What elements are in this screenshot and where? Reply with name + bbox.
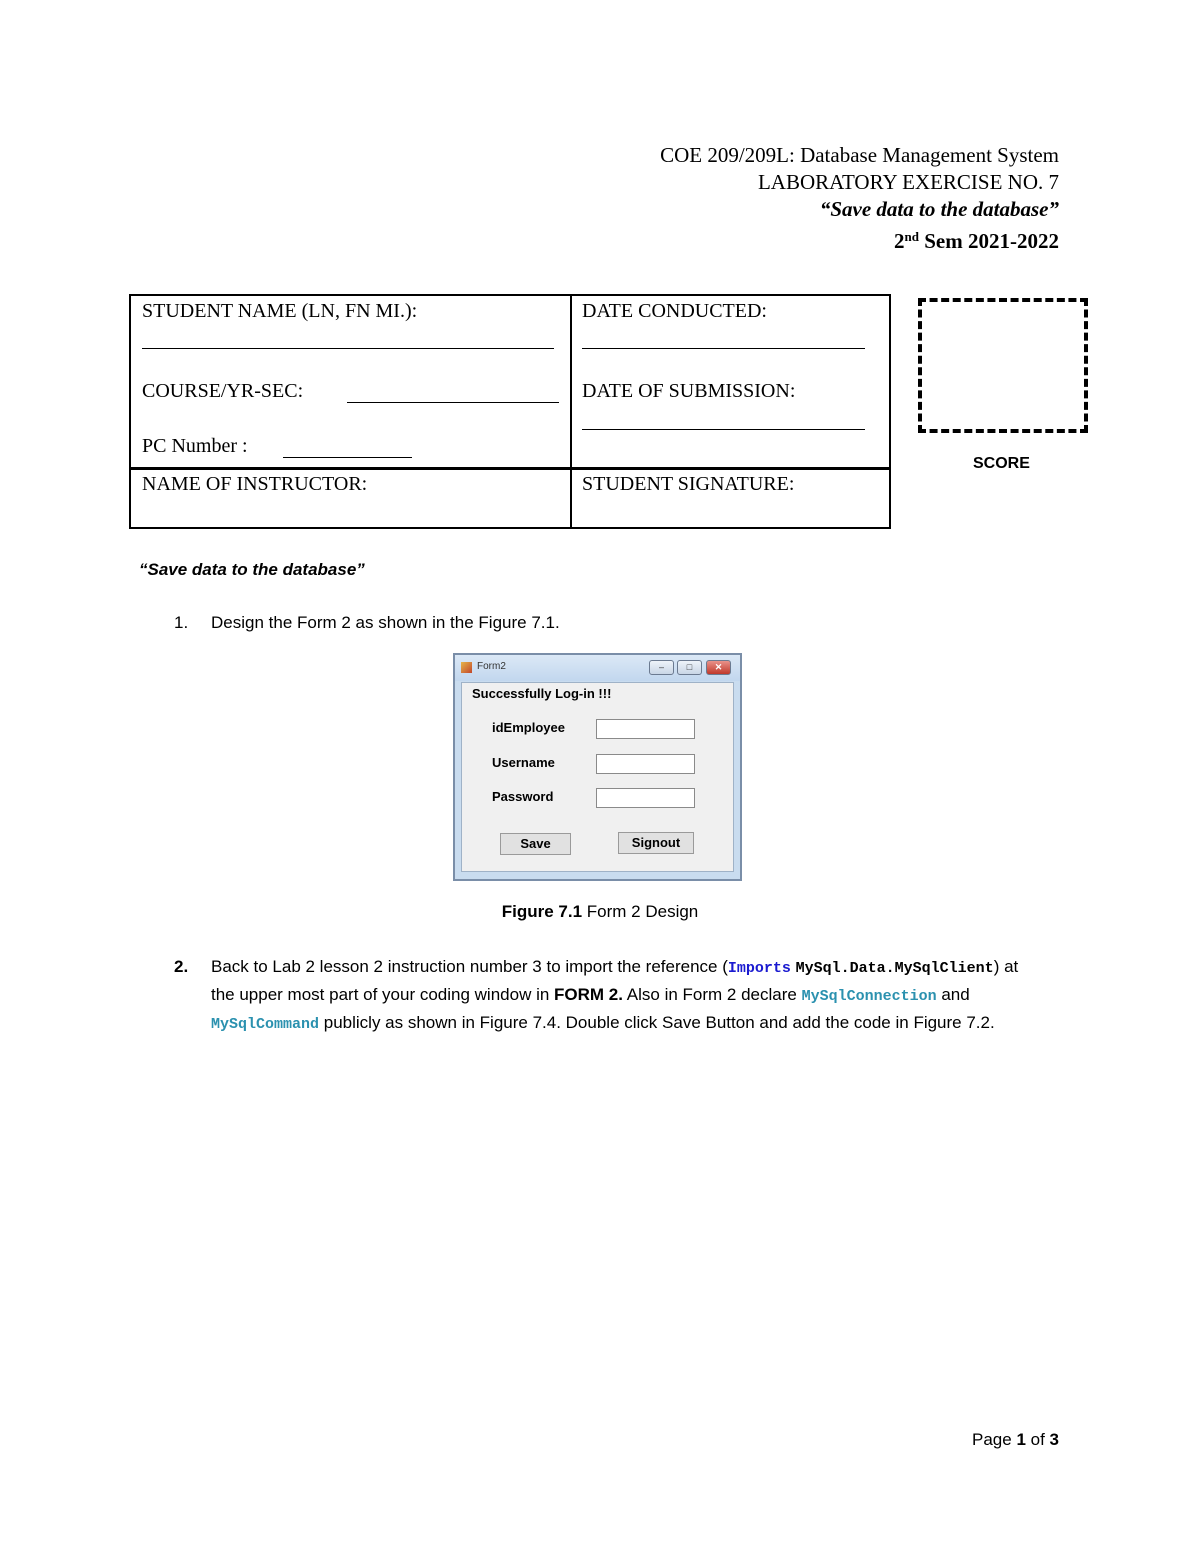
form2-window	[453, 653, 742, 881]
code-imports-keyword: Imports	[727, 960, 791, 977]
close-icon[interactable]: ✕	[706, 660, 731, 675]
student-info-table	[129, 294, 891, 529]
signout-button[interactable]: Signout	[618, 832, 694, 854]
pc-number-label: PC Number :	[142, 435, 248, 457]
code-namespace: MySql.Data.MySqlClient	[795, 960, 994, 977]
semester-suffix: nd	[904, 229, 919, 244]
score-label: SCORE	[973, 455, 1030, 472]
section-title: “Save data to the database”	[139, 560, 365, 579]
student-name-label: STUDENT NAME (LN, FN MI.):	[142, 300, 418, 322]
semester-year: Sem 2021-2022	[919, 229, 1059, 253]
step-2-text-3: Also in Form 2 declare	[622, 985, 802, 1004]
table-divider-horizontal	[131, 467, 889, 470]
minimize-icon[interactable]: –	[649, 660, 674, 675]
password-label: Password	[492, 789, 554, 804]
page-current: 1	[1016, 1430, 1026, 1449]
signature-label: STUDENT SIGNATURE:	[582, 473, 795, 495]
maximize-icon[interactable]: □	[677, 660, 702, 675]
exercise-subtitle: “Save data to the database”	[819, 197, 1059, 221]
save-button[interactable]: Save	[500, 833, 571, 855]
window-titlebar	[455, 655, 740, 681]
pc-number-blank[interactable]	[283, 457, 412, 458]
student-name-blank[interactable]	[142, 348, 554, 349]
form2-emphasis: FORM 2.	[554, 985, 623, 1004]
course-yr-sec-label: COURSE/YR-SEC:	[142, 380, 304, 402]
table-divider-vertical	[570, 296, 572, 527]
score-box	[918, 298, 1088, 433]
step-1-number: 1.	[174, 613, 189, 632]
figure-caption-text: Form 2 Design	[582, 902, 699, 921]
form-icon	[461, 662, 472, 673]
step-2-number: 2.	[174, 957, 189, 976]
page-total: 3	[1049, 1430, 1059, 1449]
figure-caption-label: Figure 7.1	[501, 902, 583, 921]
step-2-text-1: Back to Lab 2 lesson 2 instruction number 3 to import the reference (	[211, 957, 728, 976]
username-label: Username	[492, 755, 555, 770]
step-2-text-2: ) at the upper most part of your coding window in	[211, 957, 1019, 1004]
page-of: of	[1025, 1430, 1050, 1449]
window-title: Form2	[477, 661, 506, 672]
course-title: COE 209/209L: Database Management System	[660, 143, 1059, 167]
date-submission-blank[interactable]	[582, 429, 865, 430]
figure-caption	[0, 902, 1200, 922]
document-header	[660, 142, 1059, 255]
step-2-text-4: and	[936, 985, 970, 1004]
course-yr-sec-blank[interactable]	[347, 402, 559, 403]
semester	[660, 223, 1059, 255]
instructor-label: NAME OF INSTRUCTOR:	[142, 473, 368, 495]
window-client-area	[461, 682, 734, 872]
step-2-text-5: publicly as shown in Figure 7.4. Double click Save Button and add the code in Figure 7.2.	[319, 1013, 995, 1032]
semester-number: 2	[894, 229, 905, 253]
page-number	[972, 1430, 1059, 1450]
login-success-heading: Successfully Log-in !!!	[472, 686, 612, 701]
code-mysqlconnection: MySqlConnection	[801, 988, 937, 1005]
username-input[interactable]	[596, 754, 695, 774]
step-2-text	[211, 954, 1031, 1038]
date-conducted-blank[interactable]	[582, 348, 865, 349]
date-submission-label: DATE OF SUBMISSION:	[582, 380, 796, 402]
idemployee-label: idEmployee	[492, 720, 565, 735]
exercise-title: LABORATORY EXERCISE NO. 7	[757, 170, 1059, 194]
page-prefix: Page	[972, 1430, 1017, 1449]
step-1-text: Design the Form 2 as shown in the Figure 7.1.	[211, 613, 560, 632]
idemployee-input[interactable]	[596, 719, 695, 739]
code-mysqlcommand: MySqlCommand	[211, 1016, 320, 1033]
password-input[interactable]	[596, 788, 695, 808]
date-conducted-label: DATE CONDUCTED:	[582, 300, 767, 322]
